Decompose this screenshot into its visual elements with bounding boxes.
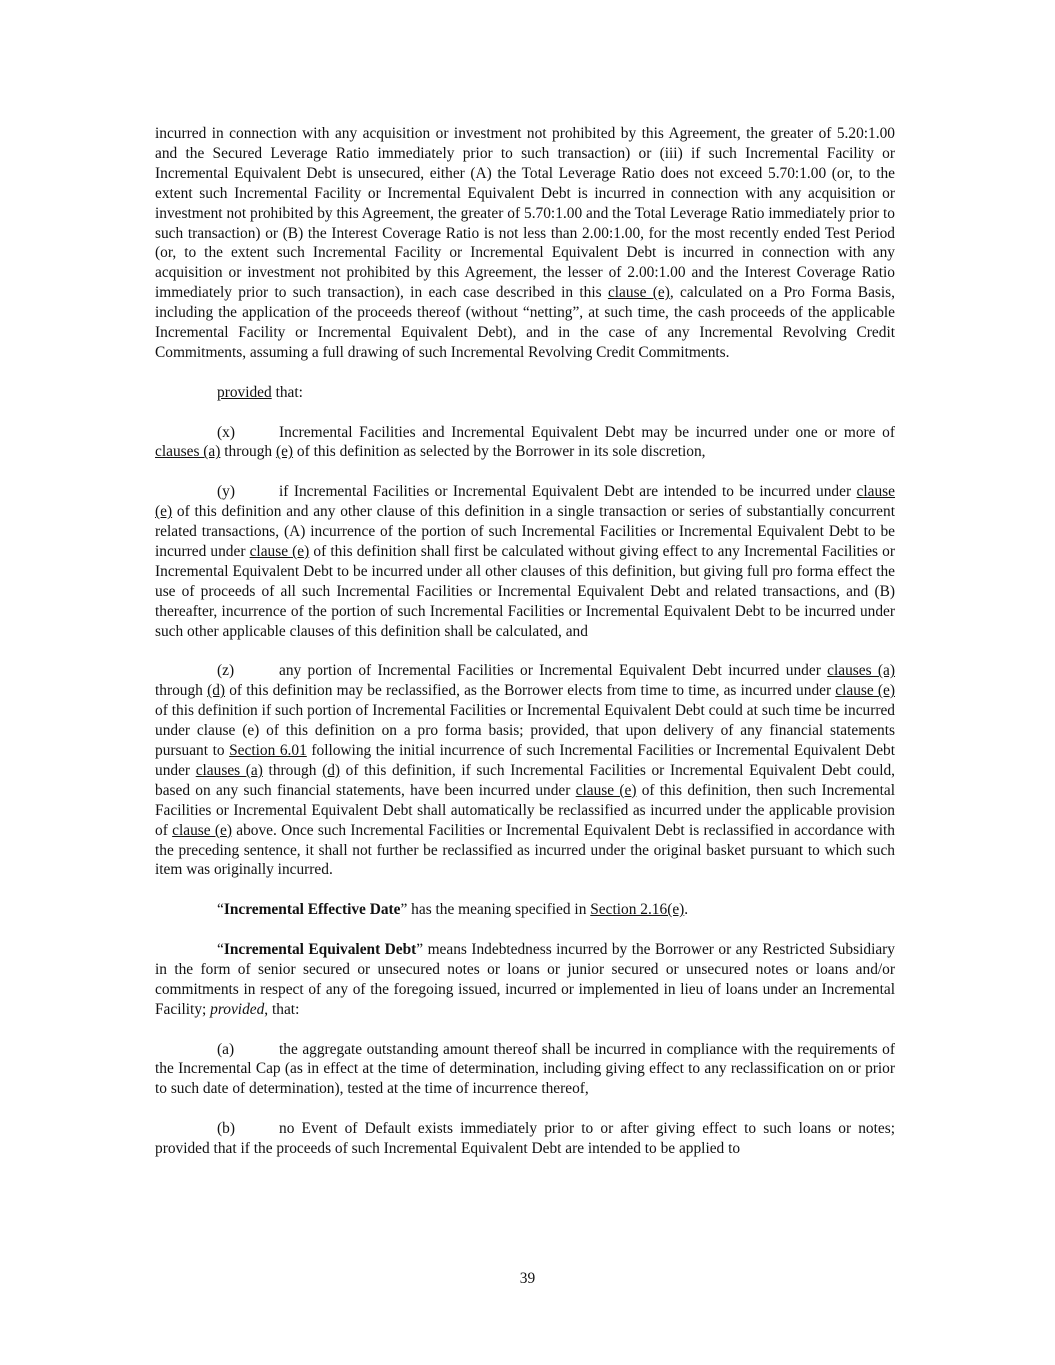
definition-incremental-equivalent-debt: “Incremental Equivalent Debt” means Indebtedness incurred by the Borrower or any Restricted Subsidiary in the form of senior secured or unsecured notes or loans or junior secured or unsecured notes or loans and/or commitments in respect of any of the foregoing issued, incurred or implemented in lieu of loans under an Incremental Facility; provided, that: (155, 941, 895, 1018)
defined-term: Incremental Equivalent Debt (223, 941, 417, 959)
clause-e-reference: clause (e) (249, 542, 310, 560)
section-6-01-reference: Section 6.01 (229, 742, 307, 760)
clause-e-reference: clause (e) (835, 682, 895, 700)
clause-e-reference: clause (e) (607, 284, 670, 302)
clause-e-reference: (e) (275, 443, 294, 461)
clause-d-reference: (d) (322, 761, 341, 779)
list-item-z: (z) any portion of Incremental Facilities or Incremental Equivalent Debt incurred under clauses (a) through (d) of this definition may be reclassified, as the Borrower elects from time to time, as incurred under clause (e) of this definition if such portion of Incremental Facilities or Incremental Equivalent Debt could at such time be incurred under clause (e) of this definition on a pro forma basis; provided, that upon delivery of any financial statements pursuant to Section 6.01 following the initial incurrence of such Incremental Facilities or Incremental Equivalent Debt under clauses (a) through (d) of this definition, if such Incremental Facilities or Incremental Equivalent Debt could, based on any such financial statements, have been incurred under clause (e) of this definition, then such Incremental Facilities or Incremental Equivalent Debt shall automatically be reclassified as incurred under the applicable provision of clause (e) above. Once such Incremental Facilities or Incremental Equivalent Debt is reclassified in accordance with the preceding sentence, it shall not further be reclassified as incurred under the original basket pursuant to which such item was originally incurred. (155, 662, 896, 879)
section-2-16-e-reference: Section 2.16(e) (590, 901, 685, 919)
provided-term: provided (217, 383, 272, 401)
clause-e-reference: clause (e) (575, 781, 637, 799)
provided-italic: provided (210, 1000, 265, 1018)
clause-d-reference: (d) (207, 682, 226, 700)
item-label: (b) (217, 1120, 235, 1138)
definition-incremental-effective-date: “Incremental Effective Date” has the meaning specified in Section 2.16(e). (217, 901, 689, 919)
clauses-a-reference: clauses (a) (827, 662, 896, 680)
clauses-a-reference: clauses (a) (195, 761, 263, 779)
provided-that-line: provided that: (217, 383, 303, 401)
document-page (155, 124, 895, 1179)
item-label: (x) (217, 423, 235, 441)
clauses-a-reference: clauses (a) (155, 443, 221, 461)
paragraph-continuation: incurred in connection with any acquisition or investment not prohibited by this Agreement, the greater of 5.20:1.00 and the Secured Leverage Ratio immediately prior to such transaction) or (iii) if such Incremental Facility or Incremental Equivalent Debt is unsecured, either (A) the Total Leverage Ratio does not exceed 5.70:1.00 (or, to the extent such Incremental Facility or Incremental Equivalent Debt is incurred in connection with any acquisition or investment not prohibited by this Agreement, the greater of 5.70:1.00 and the Total Leverage Ratio immediately prior to such transaction) or (B) the Interest Coverage Ratio is not less than 2.00:1.00, for the most recently ended Test Period (or, to the extent such Incremental Facility or Incremental Equivalent Debt is incurred in connection with any acquisition or investment not prohibited by this Agreement, the lesser of 2.00:1.00 and the Interest Coverage Ratio immediately prior to such transaction), in each case described in this clause (e), calculated on a Pro Forma Basis, including the application of the proceeds thereof (without “netting”, at such time, the cash proceeds of the applicable Incremental Facility or Incremental Equivalent Debt), and in the case of any Incremental Revolving Credit Commitments, assuming a full drawing of such Incremental Revolving Credit Commitments. (155, 125, 895, 361)
item-label: (a) (217, 1040, 235, 1058)
clause-e-reference: clause (e) (172, 821, 232, 839)
list-item-y: (y) if Incremental Facilities or Incremental Equivalent Debt are intended to be incurred under clause (e) of this definition and any other clause of this definition in a single transaction or series of substantially concurrent related transactions, (A) incurrence of the portion of such Incremental Facilities or Incremental Equivalent Debt to be incurred under clause (e) of this definition shall first be calculated without giving effect to any Incremental Facilities or Incremental Equivalent Debt to be incurred under all other clauses of this definition, but giving full pro forma effect the use of proceeds of all such Incremental Facilities or Incremental Equivalent Debt and related transactions, and (B) thereafter, incurrence of the portion of such Incremental Facilities or Incremental Equivalent Debt to be incurred under such other applicable clauses of this definition shall be calculated, and (155, 483, 895, 640)
item-label: (z) (217, 662, 235, 680)
clause-e-reference: clause (e) (155, 483, 895, 521)
defined-term: Incremental Effective Date (223, 901, 401, 919)
list-item-x: (x) Incremental Facilities and Incremental Equivalent Debt may be incurred under one or more of clauses (a) through (e) of this definition as selected by the Borrower in its sole discretion, (155, 423, 895, 461)
list-item-a: (a) the aggregate outstanding amount thereof shall be incurred in compliance with the requirements of the Incremental Cap (as in effect at the time of determination, including giving effect to any reclassification on or prior to such date of determination), tested at the time of incurrence thereof, (155, 1040, 895, 1098)
page-number: 39 (519, 1270, 536, 1287)
list-item-b: (b) no Event of Default exists immediately prior to or after giving effect to such loans or notes; provided that if the proceeds of such Incremental Equivalent Debt are intended to be applied to (155, 1120, 895, 1158)
item-label: (y) (217, 483, 235, 501)
